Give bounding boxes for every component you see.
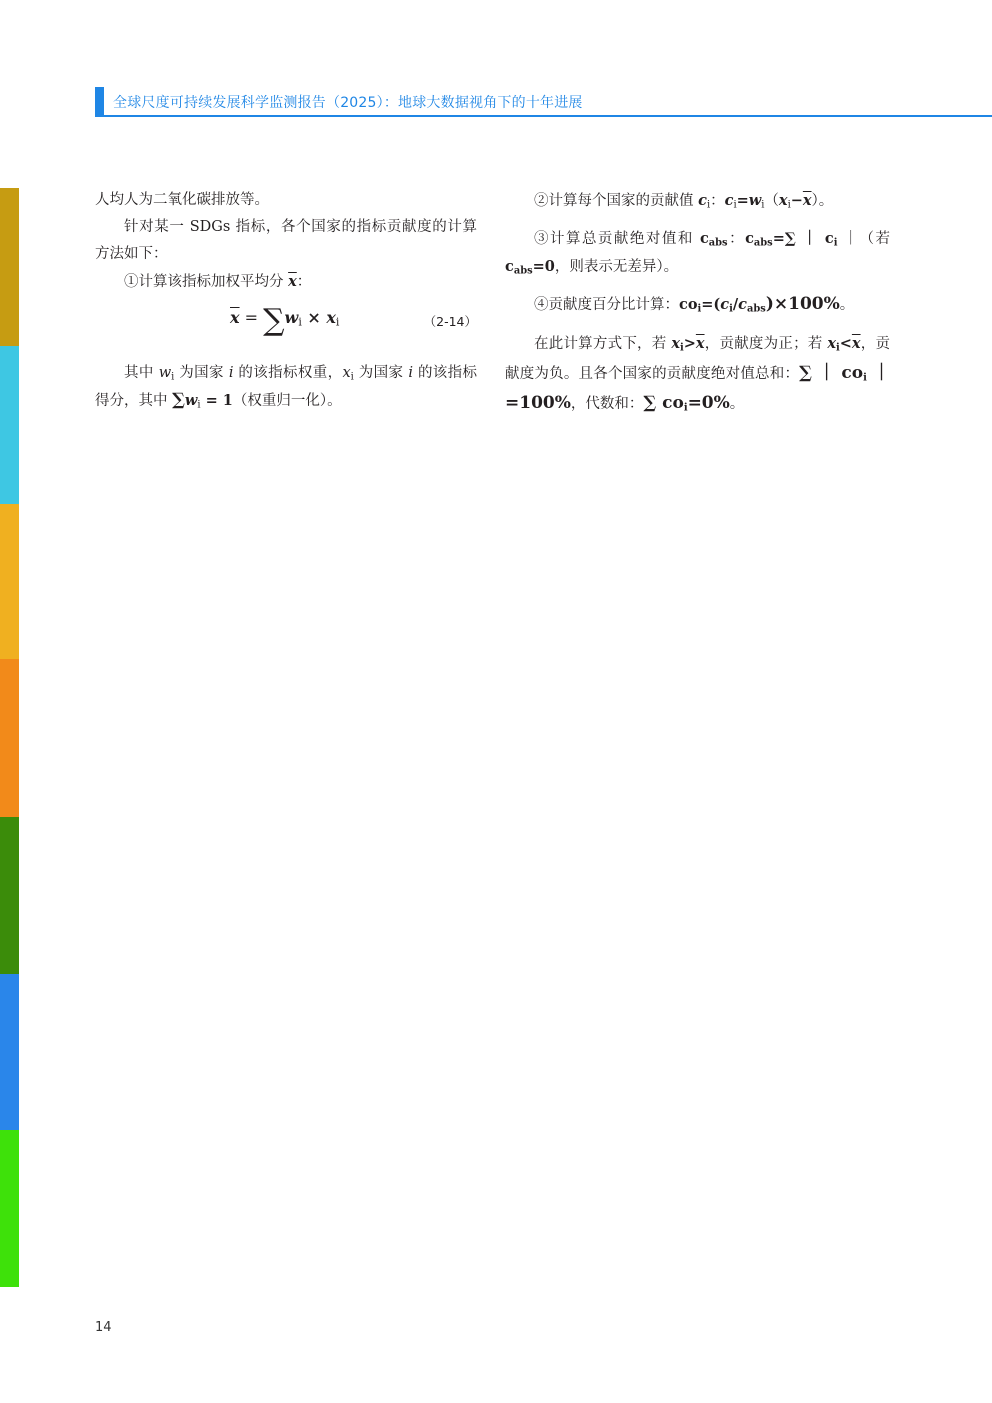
left-column bbox=[95, 187, 477, 415]
paragraph-where: 其中 $w_i$ 为国家 i 的该指标权重，$x_i$ 为国家 i 的该指标得分，其中 $\sum w_i = 1$（权重归一化）。 bbox=[95, 365, 478, 411]
sum-symbol: ∑ bbox=[263, 303, 285, 338]
paragraph-sign-rule: 在此计算方式下，若 $x_i>\overline{x}$，贡献度为正；若 $x_i<\overline{x}$，贡献度为负。且各个国家的贡献度绝对值总和：∑ ｜ $co_i$ ｜ =100%，代数和：∑ $co_i=0\%$。 bbox=[505, 335, 891, 414]
side-band-1 bbox=[0, 188, 19, 346]
paragraph-step-2: ②计算每个国家的贡献值 $c_i$：$c_i=w_i(x_i-\overline{x})$。 bbox=[534, 192, 834, 211]
header-accent-bar bbox=[95, 87, 104, 115]
side-band-6 bbox=[0, 974, 19, 1130]
paragraph-intro: 人均人为二氧化碳排放等。 bbox=[95, 192, 269, 208]
side-band-7 bbox=[0, 1130, 19, 1287]
paragraph-method-intro: 针对某一 SDGs 指标，各个国家的指标贡献度的计算方法如下： bbox=[95, 219, 477, 262]
side-band-4 bbox=[0, 659, 19, 817]
paragraph-step-1: ①计算该指标加权平均分 $\overline{x}$： bbox=[124, 273, 312, 290]
equation-2-14 bbox=[95, 300, 477, 360]
paragraph-step-3: ③计算总贡献绝对值和 $c_{abs}$：$c_{abs}=\sum$ ｜ $c_i$ ｜（若 $c_{abs}=0$，则表示无差异）。 bbox=[505, 230, 890, 277]
equation-number: （2-14） bbox=[423, 314, 477, 329]
side-band-2 bbox=[0, 346, 19, 504]
mean-symbol: $\overline{x}$ bbox=[288, 273, 297, 290]
side-band-5 bbox=[0, 817, 19, 974]
right-column bbox=[505, 187, 890, 419]
side-band-3 bbox=[0, 504, 19, 659]
header-rule bbox=[95, 115, 992, 117]
paragraph-step-4: ④贡献度百分比计算：$co_i=(c_i/c_{abs})\times 100\%$。 bbox=[534, 294, 855, 315]
equation-body: $\overline{x} = \sum w_i \times x_i$ bbox=[230, 303, 340, 338]
page-number: 14 bbox=[95, 1320, 112, 1335]
running-header-title: 全球尺度可持续发展科学监测报告（2025）：地球大数据视角下的十年进展 bbox=[113, 95, 583, 111]
